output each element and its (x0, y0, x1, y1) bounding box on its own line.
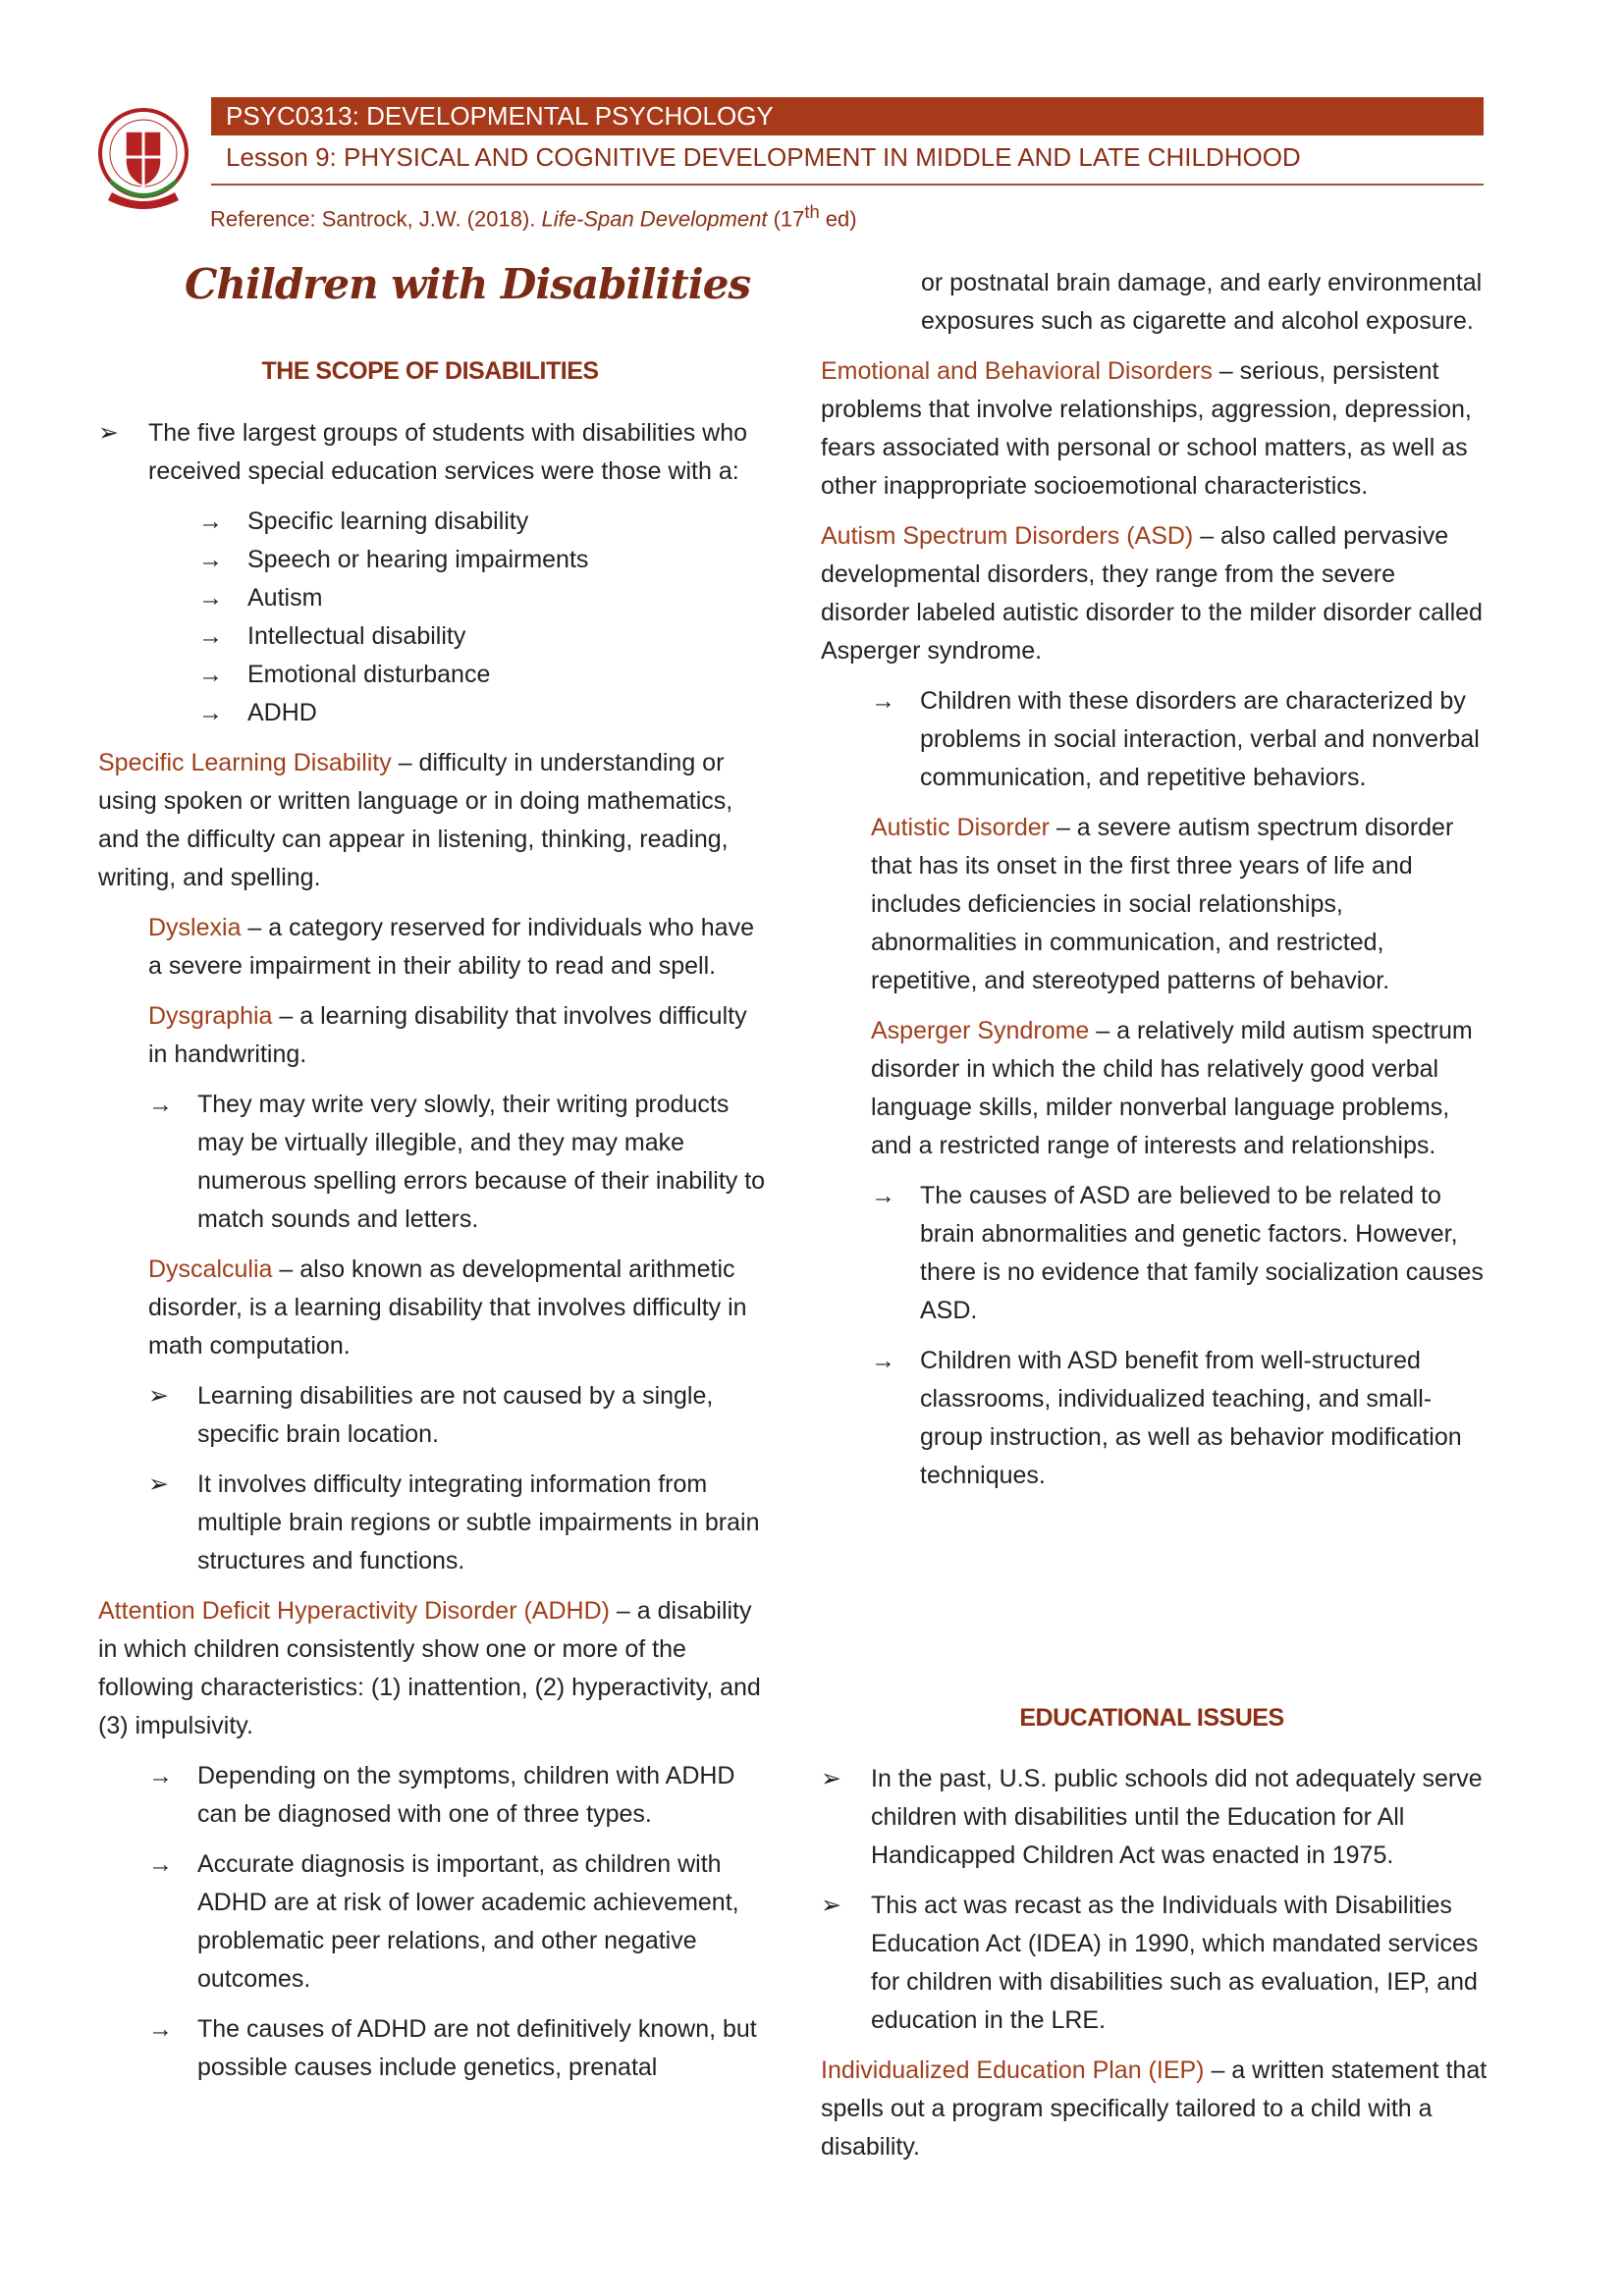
arrow-right-icon: → (198, 699, 223, 726)
definition-paragraph (821, 352, 1489, 506)
reference-label: Reference: (210, 206, 316, 232)
reference-edition-end: ed) (819, 206, 857, 232)
list-item (98, 656, 771, 694)
arrow-item (98, 2010, 771, 2087)
body-text: – a learning disability that involves difficulty in handwriting. (148, 1002, 747, 1068)
lesson-title: Lesson 9: PHYSICAL AND COGNITIVE DEVELOPMENT IN MIDDLE AND LATE CHILDHOOD (226, 142, 1301, 172)
body-text: – difficulty in understanding or using spoken or written language or in doing mathematics, and the difficulty can appear in listening, thinking, reading, writing, and spelling. (98, 749, 733, 891)
body-text: In the past, U.S. public schools did not adequately serve children with disabilities until the Education for All Handicapped Children Act was enacted in 1975. (871, 1765, 1483, 1869)
arrowhead-bullet-icon: ➢ (98, 419, 119, 447)
body-text: It involves difficulty integrating information from multiple brain regions or subtle impairments in brain structures and functions. (197, 1470, 760, 1575)
course-title-bar: PSYC0313: DEVELOPMENTAL PSYCHOLOGY (211, 97, 1484, 135)
arrow-right-icon: → (198, 661, 223, 688)
reference-edition: (17 (773, 206, 805, 232)
body-text: – a severe autism spectrum disorder that has its onset in the first three years of life and includes deficiencies in social relationships, abnormalities in communication, and restricted, repetitive, and stereotyped patterns of behavior. (871, 814, 1454, 994)
definition-paragraph (148, 1251, 771, 1365)
list-item (98, 579, 771, 617)
arrow-right-icon: → (198, 584, 223, 612)
definition-paragraph (821, 517, 1489, 670)
body-text: – a relatively mild autism spectrum disorder in which the child has relatively good verbal language skills, milder nonverbal language problems, and a restricted range of interests and relationships. (871, 1017, 1473, 1159)
left-column (98, 414, 771, 2099)
reference-line (210, 201, 857, 232)
body-text: – serious, persistent problems that involve relationships, aggression, depression, fears associated with personal or school matters, as well as other inappropriate socioemotional characteristics. (821, 357, 1472, 500)
right-column-educational (821, 1760, 1489, 2178)
arrowhead-bullet-icon: ➢ (821, 1765, 841, 1792)
body-text: ADHD (247, 699, 317, 726)
list-item (98, 503, 771, 541)
term: Individualized Education Plan (IEP) (821, 2056, 1205, 2084)
header-divider (211, 184, 1484, 186)
body-text: or postnatal brain damage, and early environmental exposures such as cigarette and alcohol exposure. (921, 269, 1483, 335)
body-text: – a written statement that spells out a program specifically tailored to a child with a disability. (821, 2056, 1488, 2161)
arrow-item (821, 1177, 1489, 1330)
arrow-right-icon: → (871, 687, 895, 715)
body-text: – a disability in which children consistently show one or more of the following characteristics: (1) inattention, (2) hyperactivity, and (3) impulsivity. (98, 1597, 761, 1739)
body-text: – a category reserved for individuals who have a severe impairment in their ability to read and spell. (148, 914, 754, 980)
section-heading-educational: EDUCATIONAL ISSUES (1019, 1704, 1284, 1732)
definition-paragraph (871, 1012, 1489, 1165)
body-text: Depending on the symptoms, children with ADHD can be diagnosed with one of three types. (197, 1762, 735, 1828)
bullet-item (821, 1760, 1489, 1875)
body-text: Specific learning disability (247, 507, 529, 535)
body-text: This act was recast as the Individuals with Disabilities Education Act (IDEA) in 1990, which mandated services for children with disabilities such as evaluation, IEP, and education in the LRE. (871, 1892, 1479, 2034)
bullet-item (98, 1466, 771, 1580)
arrow-item (98, 1086, 771, 1239)
body-text: Accurate diagnosis is important, as children with ADHD are at risk of lower academic achievement, problematic peer relations, and other negative outcomes. (197, 1850, 739, 1993)
definition-paragraph (148, 909, 771, 986)
term: Asperger Syndrome (871, 1017, 1090, 1044)
definition-paragraph (98, 1592, 771, 1745)
arrow-item (98, 1845, 771, 1999)
arrow-right-icon: → (148, 2015, 173, 2043)
page-title: Children with Disabilities (185, 260, 751, 308)
body-text: Children with ASD benefit from well-structured classrooms, individualized teaching, and small-group instruction, as well as behavior modification techniques. (920, 1347, 1462, 1489)
term: Specific Learning Disability (98, 749, 392, 776)
arrow-right-icon: → (148, 1850, 173, 1878)
arrow-right-icon: → (198, 546, 223, 573)
definition-paragraph (821, 2052, 1489, 2166)
arrowhead-bullet-icon: ➢ (821, 1892, 841, 1919)
section-heading-scope: THE SCOPE OF DISABILITIES (261, 357, 599, 385)
term: Autism Spectrum Disorders (ASD) (821, 522, 1194, 550)
arrow-right-icon: → (871, 1182, 895, 1209)
term: Autistic Disorder (871, 814, 1050, 841)
right-column (821, 264, 1489, 1507)
body-text: The causes of ADHD are not definitively known, but possible causes include genetics, prenatal (197, 2015, 757, 2081)
reference-edition-sup: th (804, 201, 820, 222)
arrow-item (821, 1342, 1489, 1495)
definition-paragraph (98, 744, 771, 897)
arrowhead-bullet-icon: ➢ (148, 1382, 169, 1410)
body-text: Speech or hearing impairments (247, 546, 589, 573)
body-text: The causes of ASD are believed to be related to brain abnormalities and genetic factors. However, there is no evidence that family socialization causes ASD. (920, 1182, 1484, 1324)
term: Dyslexia (148, 914, 242, 941)
body-text: Intellectual disability (247, 622, 466, 650)
definition-paragraph (148, 997, 771, 1074)
list-item (98, 617, 771, 656)
reference-authors: Santrock, J.W. (2018). (321, 206, 536, 232)
term: Attention Deficit Hyperactivity Disorder (ADHD) (98, 1597, 610, 1625)
body-text: – also known as developmental arithmetic disorder, is a learning disability that involves difficulty in math computation. (148, 1255, 747, 1360)
arrow-right-icon: → (198, 622, 223, 650)
arrow-item (821, 682, 1489, 797)
bullet-item (821, 1887, 1489, 2040)
body-text: Emotional disturbance (247, 661, 491, 688)
paragraph-continuation (921, 264, 1489, 341)
arrow-item (98, 1757, 771, 1834)
bullet-item (98, 414, 771, 491)
body-text: Children with these disorders are characterized by problems in social interaction, verbal and nonverbal communication, and repetitive behaviors. (920, 687, 1480, 791)
body-text: – also called pervasive developmental disorders, they range from the severe disorder labeled autistic disorder to the milder disorder called Asperger syndrome. (821, 522, 1483, 665)
arrowhead-bullet-icon: ➢ (148, 1470, 169, 1498)
term: Dysgraphia (148, 1002, 273, 1030)
term: Dyscalculia (148, 1255, 273, 1283)
body-text: The five largest groups of students with disabilities who received special education services were those with a: (148, 419, 748, 485)
arrow-right-icon: → (148, 1091, 173, 1118)
arrow-right-icon: → (198, 507, 223, 535)
list-item (98, 541, 771, 579)
body-text: Autism (247, 584, 323, 612)
reference-book-title: Life-Span Development (541, 206, 768, 232)
definition-paragraph (871, 809, 1489, 1000)
arrow-right-icon: → (871, 1347, 895, 1374)
university-seal-logo (98, 102, 189, 218)
bullet-item (98, 1377, 771, 1454)
body-text: They may write very slowly, their writing products may be virtually illegible, and they may make numerous spelling errors because of their inability to match sounds and letters. (197, 1091, 766, 1233)
arrow-right-icon: → (148, 1762, 173, 1789)
term: Emotional and Behavioral Disorders (821, 357, 1213, 385)
list-item (98, 694, 771, 732)
body-text: Learning disabilities are not caused by a single, specific brain location. (197, 1382, 714, 1448)
